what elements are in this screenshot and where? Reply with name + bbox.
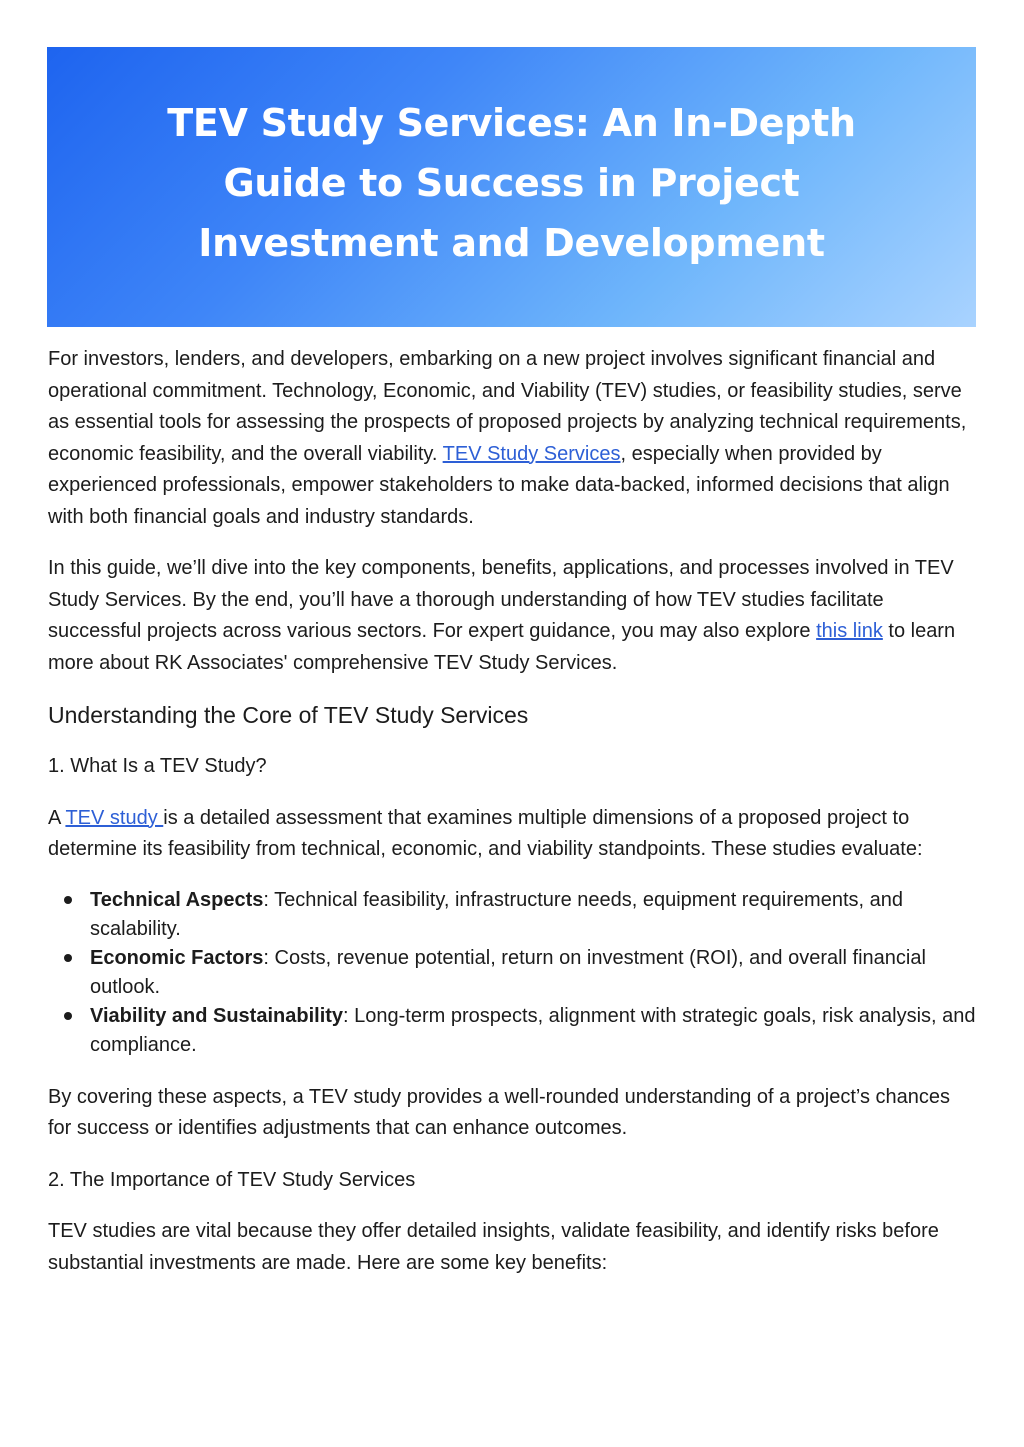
criteria-desc: : Costs, revenue potential, return on investment (ROI), and overall financial outlook. bbox=[90, 946, 926, 998]
definition-paragraph bbox=[48, 803, 976, 866]
summary-paragraph: By covering these aspects, a TEV study provides a well-rounded understanding of a project’s chances for success or identifies adjustments that can enhance outcomes. bbox=[48, 1085, 951, 1139]
intro-text-1b: , especially when provided by experienced professionals, empower stakeholders to make data-backed, informed decisions that align with both financial goals and industry standards. bbox=[48, 442, 950, 528]
article-body bbox=[48, 344, 976, 1299]
criteria-desc: : Technical feasibility, infrastructure needs, equipment requirements, and scalability. bbox=[90, 888, 904, 940]
list-item bbox=[48, 944, 976, 1002]
subheading-what-is: 1. What Is a TEV Study? bbox=[48, 755, 267, 777]
intro-text-1a: For investors, lenders, and developers, embarking on a new project involves significant financial and operational commitment. Technology, Economic, and Viability (TEV) studies, or feasibility studies, serve as essential tools for assessing the prospects of proposed projects by analyzing technical requirements, economic feasibility, and the overall viability. bbox=[48, 348, 967, 465]
criteria-term: Viability and Sustainability bbox=[90, 1004, 344, 1027]
bullet-icon bbox=[64, 954, 72, 962]
intro-text-2a: In this guide, we’ll dive into the key components, benefits, applications, and processes involved in TEV Study Services. By the end, you’ll have a thorough understanding of how TEV studies facilitate successful projects across various sectors. For expert guidance, you may also explore bbox=[48, 557, 954, 642]
bullet-icon bbox=[64, 1012, 72, 1020]
this-link[interactable]: this link bbox=[816, 620, 883, 642]
header-banner bbox=[47, 47, 976, 327]
list-item bbox=[48, 1002, 976, 1060]
definition-text-a: A bbox=[48, 806, 66, 829]
subheading-importance: 2. The Importance of TEV Study Services bbox=[48, 1168, 416, 1191]
bullet-icon bbox=[64, 896, 72, 904]
tev-study-link[interactable]: TEV study bbox=[65, 806, 164, 829]
criteria-list bbox=[48, 886, 976, 1060]
page-title: TEV Study Services: An In-Depth Guide to Success in Project Investment and Development bbox=[167, 101, 856, 265]
list-item bbox=[48, 886, 976, 944]
intro-paragraph-2 bbox=[48, 553, 976, 679]
definition-text-b: is a detailed assessment that examines multiple dimensions of a proposed project to determine its feasibility from technical, economic, and viability standpoints. These studies evaluate: bbox=[48, 806, 923, 860]
tev-study-services-link[interactable]: TEV Study Services bbox=[442, 442, 621, 465]
criteria-desc: : Long-term prospects, alignment with strategic goals, risk analysis, and compliance. bbox=[90, 1004, 976, 1056]
intro-text-2b: to learn more about RK Associates' comprehensive TEV Study Services. bbox=[48, 620, 956, 674]
intro-paragraph-1 bbox=[48, 344, 976, 533]
importance-paragraph: TEV studies are vital because they offer detailed insights, validate feasibility, and identify risks before substantial investments are made. Here are some key benefits: bbox=[48, 1220, 939, 1274]
criteria-term: Economic Factors bbox=[90, 946, 264, 969]
section-heading: Understanding the Core of TEV Study Services bbox=[48, 702, 529, 728]
criteria-term: Technical Aspects bbox=[90, 888, 264, 911]
